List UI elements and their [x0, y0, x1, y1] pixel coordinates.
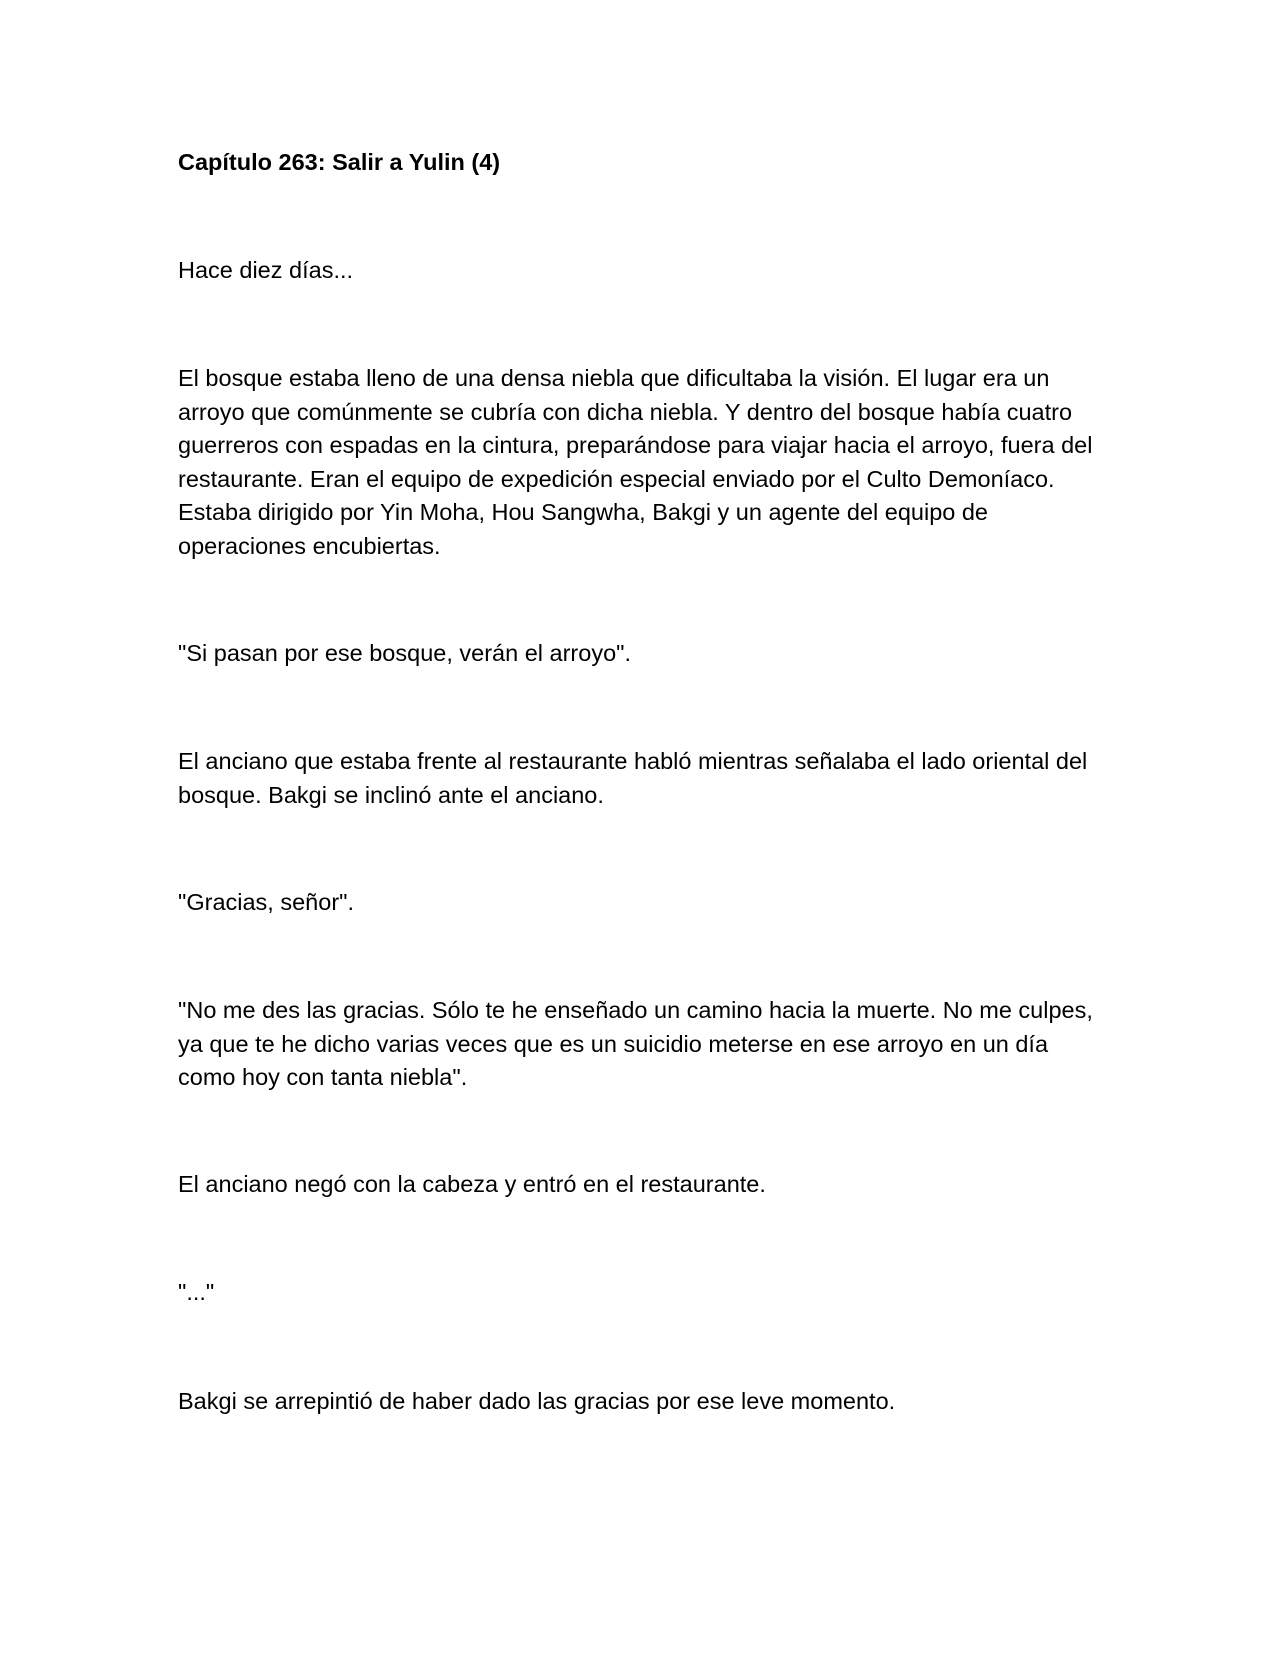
paragraph: "Gracias, señor".: [178, 889, 355, 915]
paragraph: "No me des las gracias. Sólo te he enseñado un camino hacia la muerte. No me culpes, ya que te he dicho varias veces que es un suicidio meterse en ese arroyo en un día como hoy con tanta niebla".: [178, 997, 1093, 1090]
paragraph: Hace diez días...: [178, 257, 354, 283]
paragraph: Bakgi se arrepintió de haber dado las gracias por ese leve momento.: [178, 1388, 896, 1414]
paragraph: "...": [178, 1279, 215, 1305]
paragraph: El anciano negó con la cabeza y entró en el restaurante.: [178, 1171, 766, 1197]
paragraph: "Si pasan por ese bosque, verán el arroyo".: [178, 640, 632, 666]
chapter-title: Capítulo 263: Salir a Yulin (4): [178, 149, 501, 175]
paragraph: El bosque estaba lleno de una densa niebla que dificultaba la visión. El lugar era un arroyo que comúnmente se cubría con dicha niebla. Y dentro del bosque había cuatro guerreros con espadas en la cintura, preparándose para viajar hacia el arroyo, fuera del restaurante. Eran el equipo de expedición especial enviado por el Culto Demoníaco. Estaba dirigido por Yin Moha, Hou Sangwha, Bakgi y un agente del equipo de operaciones encubiertas.: [178, 365, 1093, 559]
paragraph: El anciano que estaba frente al restaurante habló mientras señalaba el lado oriental del bosque. Bakgi se inclinó ante el anciano.: [178, 748, 1088, 808]
